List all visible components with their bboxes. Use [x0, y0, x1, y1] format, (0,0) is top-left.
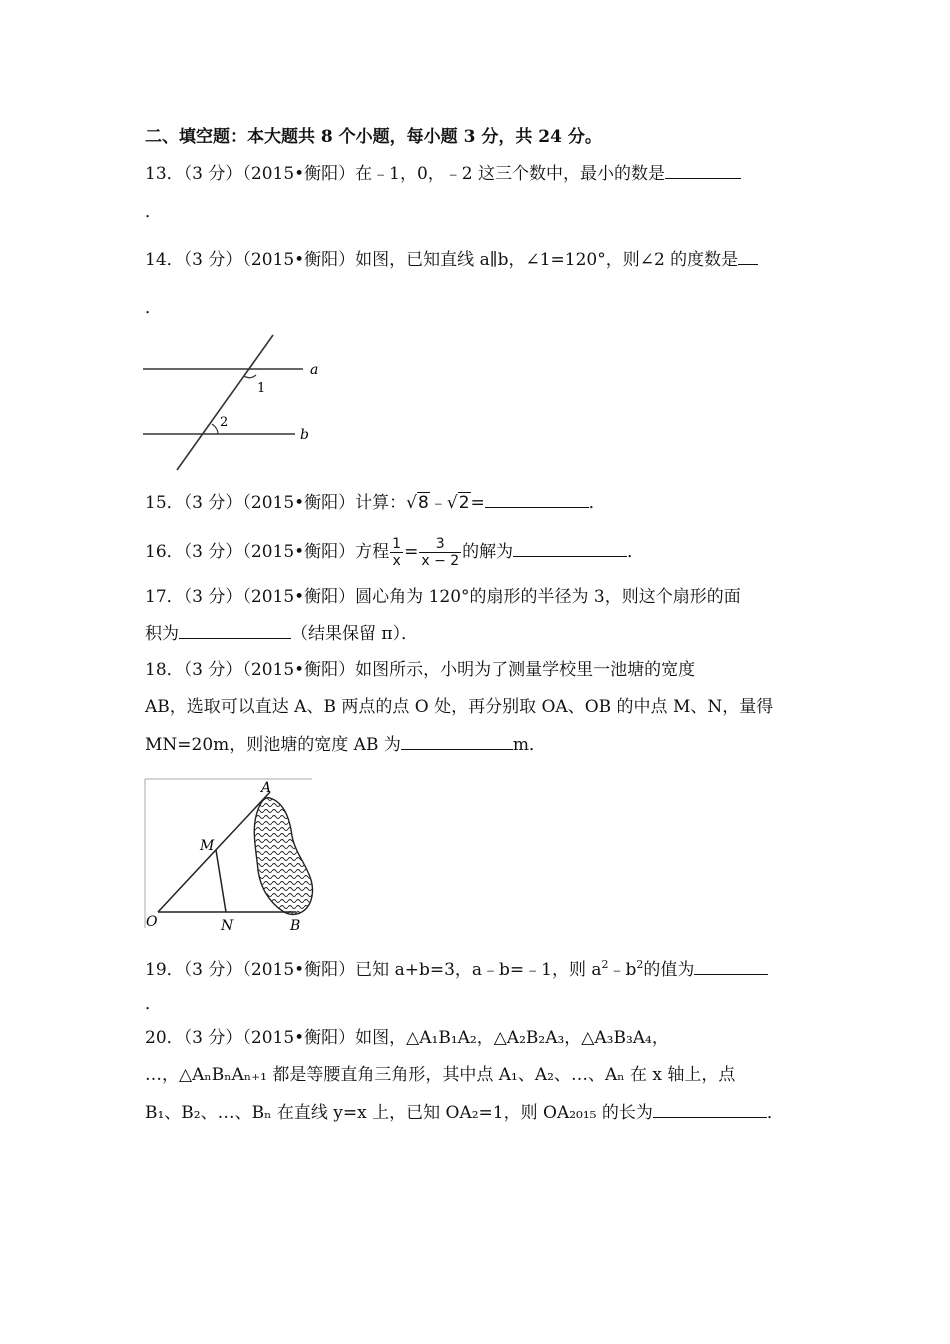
- question-16: [145, 535, 644, 569]
- q19-source: （2015•衡阳）: [242, 960, 356, 980]
- label-1: 1: [257, 381, 266, 396]
- q14-figure-parallel-lines: [140, 330, 330, 475]
- label-b: b: [300, 427, 309, 443]
- q13-number: 13．: [145, 164, 184, 184]
- q20-source: （2015•衡阳）: [242, 1028, 356, 1048]
- label-B: B: [290, 918, 301, 934]
- q13-end: ．: [145, 202, 162, 222]
- q14-text: 如图，已知直线 a∥b，∠1=120°，则∠2 的度数是: [355, 250, 739, 270]
- q19-text-mid: ﹣b: [608, 960, 637, 980]
- q19-sup2: 2: [636, 958, 644, 971]
- q19-end: ．: [145, 994, 162, 1014]
- q18-answer-blank[interactable]: [401, 733, 513, 750]
- q20-score: （3 分）: [183, 1028, 243, 1048]
- q15-text: 计算：: [355, 493, 407, 513]
- fraction-1-over-x: $\frac{1}{x}$: [392, 536, 402, 569]
- q19-answer-blank[interactable]: [694, 958, 768, 975]
- q20-number: 20．: [145, 1028, 184, 1048]
- sqrt-8: √8: [406, 493, 429, 513]
- question-18-line3: [145, 733, 546, 756]
- q13-score: （3 分）: [183, 164, 243, 184]
- q20-line1: 如图，△A₁B₁A₂，△A₂B₂A₃，△A₃B₃A₄，: [355, 1028, 669, 1048]
- q17-text-line1: 圆心角为 120°的扇形的半径为 3，则这个扇形的面: [355, 587, 741, 607]
- q17-number: 17．: [145, 587, 184, 607]
- label-O: O: [146, 914, 158, 930]
- question-17: [145, 586, 741, 608]
- q13-answer-blank[interactable]: [665, 162, 741, 179]
- q15-score: （3 分）: [183, 493, 243, 513]
- q15-equals: =: [470, 493, 485, 513]
- q20-line2: …，△AₙBₙAₙ₊₁ 都是等腰直角三角形，其中点 A₁、A₂、…、Aₙ 在 x 轴上，点: [145, 1065, 736, 1085]
- q17-answer-blank[interactable]: [179, 622, 291, 639]
- q14-number: 14．: [145, 250, 184, 270]
- q18-text-line3-before: MN=20m，则池塘的宽度 AB 为: [145, 735, 401, 755]
- q18-text-line1: 如图所示，小明为了测量学校里一池塘的宽度: [355, 660, 696, 680]
- q13-text: 在﹣1，0，﹣2 这三个数中，最小的数是: [355, 164, 666, 184]
- fraction-3-over-x-minus-2: $\frac{3}{x - 2}$: [421, 536, 460, 569]
- q16-end: ．: [627, 542, 645, 562]
- q16-answer-blank[interactable]: [513, 540, 627, 557]
- q16-score: （3 分）: [183, 542, 243, 562]
- q16-text-before: 方程: [355, 542, 390, 562]
- question-17-line2: [145, 622, 418, 645]
- q19-text-after: 的值为: [643, 960, 695, 980]
- question-18: [145, 659, 695, 681]
- label-M: M: [200, 838, 215, 854]
- q18-figure-pond: [144, 778, 314, 936]
- q14-score: （3 分）: [183, 250, 243, 270]
- question-20: [145, 1027, 669, 1049]
- q15-answer-blank[interactable]: [485, 491, 589, 508]
- angle-1-arc: [244, 375, 256, 378]
- q20-answer-blank[interactable]: [653, 1101, 767, 1118]
- angle-2-arc: [212, 424, 218, 434]
- q20-line3-before: B₁、B₂、…、Bₙ 在直线 y=x 上，已知 OA₂=1，则 OA₂₀₁₅ 的长为: [145, 1103, 653, 1123]
- q18-text-line2: AB，选取可以直达 A、B 两点的点 O 处，再分别取 OA、OB 的中点 M、N，量得: [145, 697, 774, 717]
- transversal: [177, 335, 273, 470]
- question-20-line3: [145, 1101, 784, 1124]
- q17-score: （3 分）: [183, 587, 243, 607]
- q14-source: （2015•衡阳）: [242, 250, 356, 270]
- question-15: [145, 491, 606, 514]
- q19-number: 19．: [145, 960, 184, 980]
- q19-sup1: 2: [601, 958, 609, 971]
- q15-minus: ﹣: [429, 493, 447, 513]
- q16-number: 16．: [145, 542, 184, 562]
- question-13: [145, 162, 741, 185]
- q18-number: 18．: [145, 660, 184, 680]
- segment-MN: [216, 850, 226, 912]
- q18-text-line3-after: m．: [512, 735, 546, 755]
- sqrt-2: √2: [446, 493, 470, 513]
- q17-text-line2-before: 积为: [145, 624, 179, 644]
- q15-source: （2015•衡阳）: [242, 493, 356, 513]
- q17-source: （2015•衡阳）: [242, 587, 356, 607]
- q13-source: （2015•衡阳）: [242, 164, 356, 184]
- q16-source: （2015•衡阳）: [242, 542, 356, 562]
- q19-text-before: 已知 a+b=3，a﹣b=﹣1，则 a: [355, 960, 602, 980]
- q15-end: ．: [588, 493, 606, 513]
- q19-score: （3 分）: [183, 960, 243, 980]
- question-19: [145, 954, 768, 981]
- q17-text-line2-after: （结果保留 π）．: [291, 624, 419, 644]
- q14-answer-blank[interactable]: [738, 248, 758, 265]
- pond-shape: [254, 798, 312, 915]
- q18-score: （3 分）: [183, 660, 243, 680]
- label-N: N: [221, 918, 234, 934]
- q16-text-after: 的解为: [462, 542, 514, 562]
- q15-number: 15．: [145, 493, 184, 513]
- label-2: 2: [220, 415, 229, 430]
- q14-end: ．: [145, 298, 162, 318]
- question-14: [145, 248, 758, 271]
- label-A: A: [261, 780, 272, 796]
- q20-line3-after: ．: [766, 1103, 784, 1123]
- q18-source: （2015•衡阳）: [242, 660, 356, 680]
- section-title: 二、填空题：本大题共 8 个小题，每小题 3 分，共 24 分。: [145, 127, 602, 147]
- label-a: a: [310, 362, 319, 378]
- q16-equals: =: [404, 542, 419, 562]
